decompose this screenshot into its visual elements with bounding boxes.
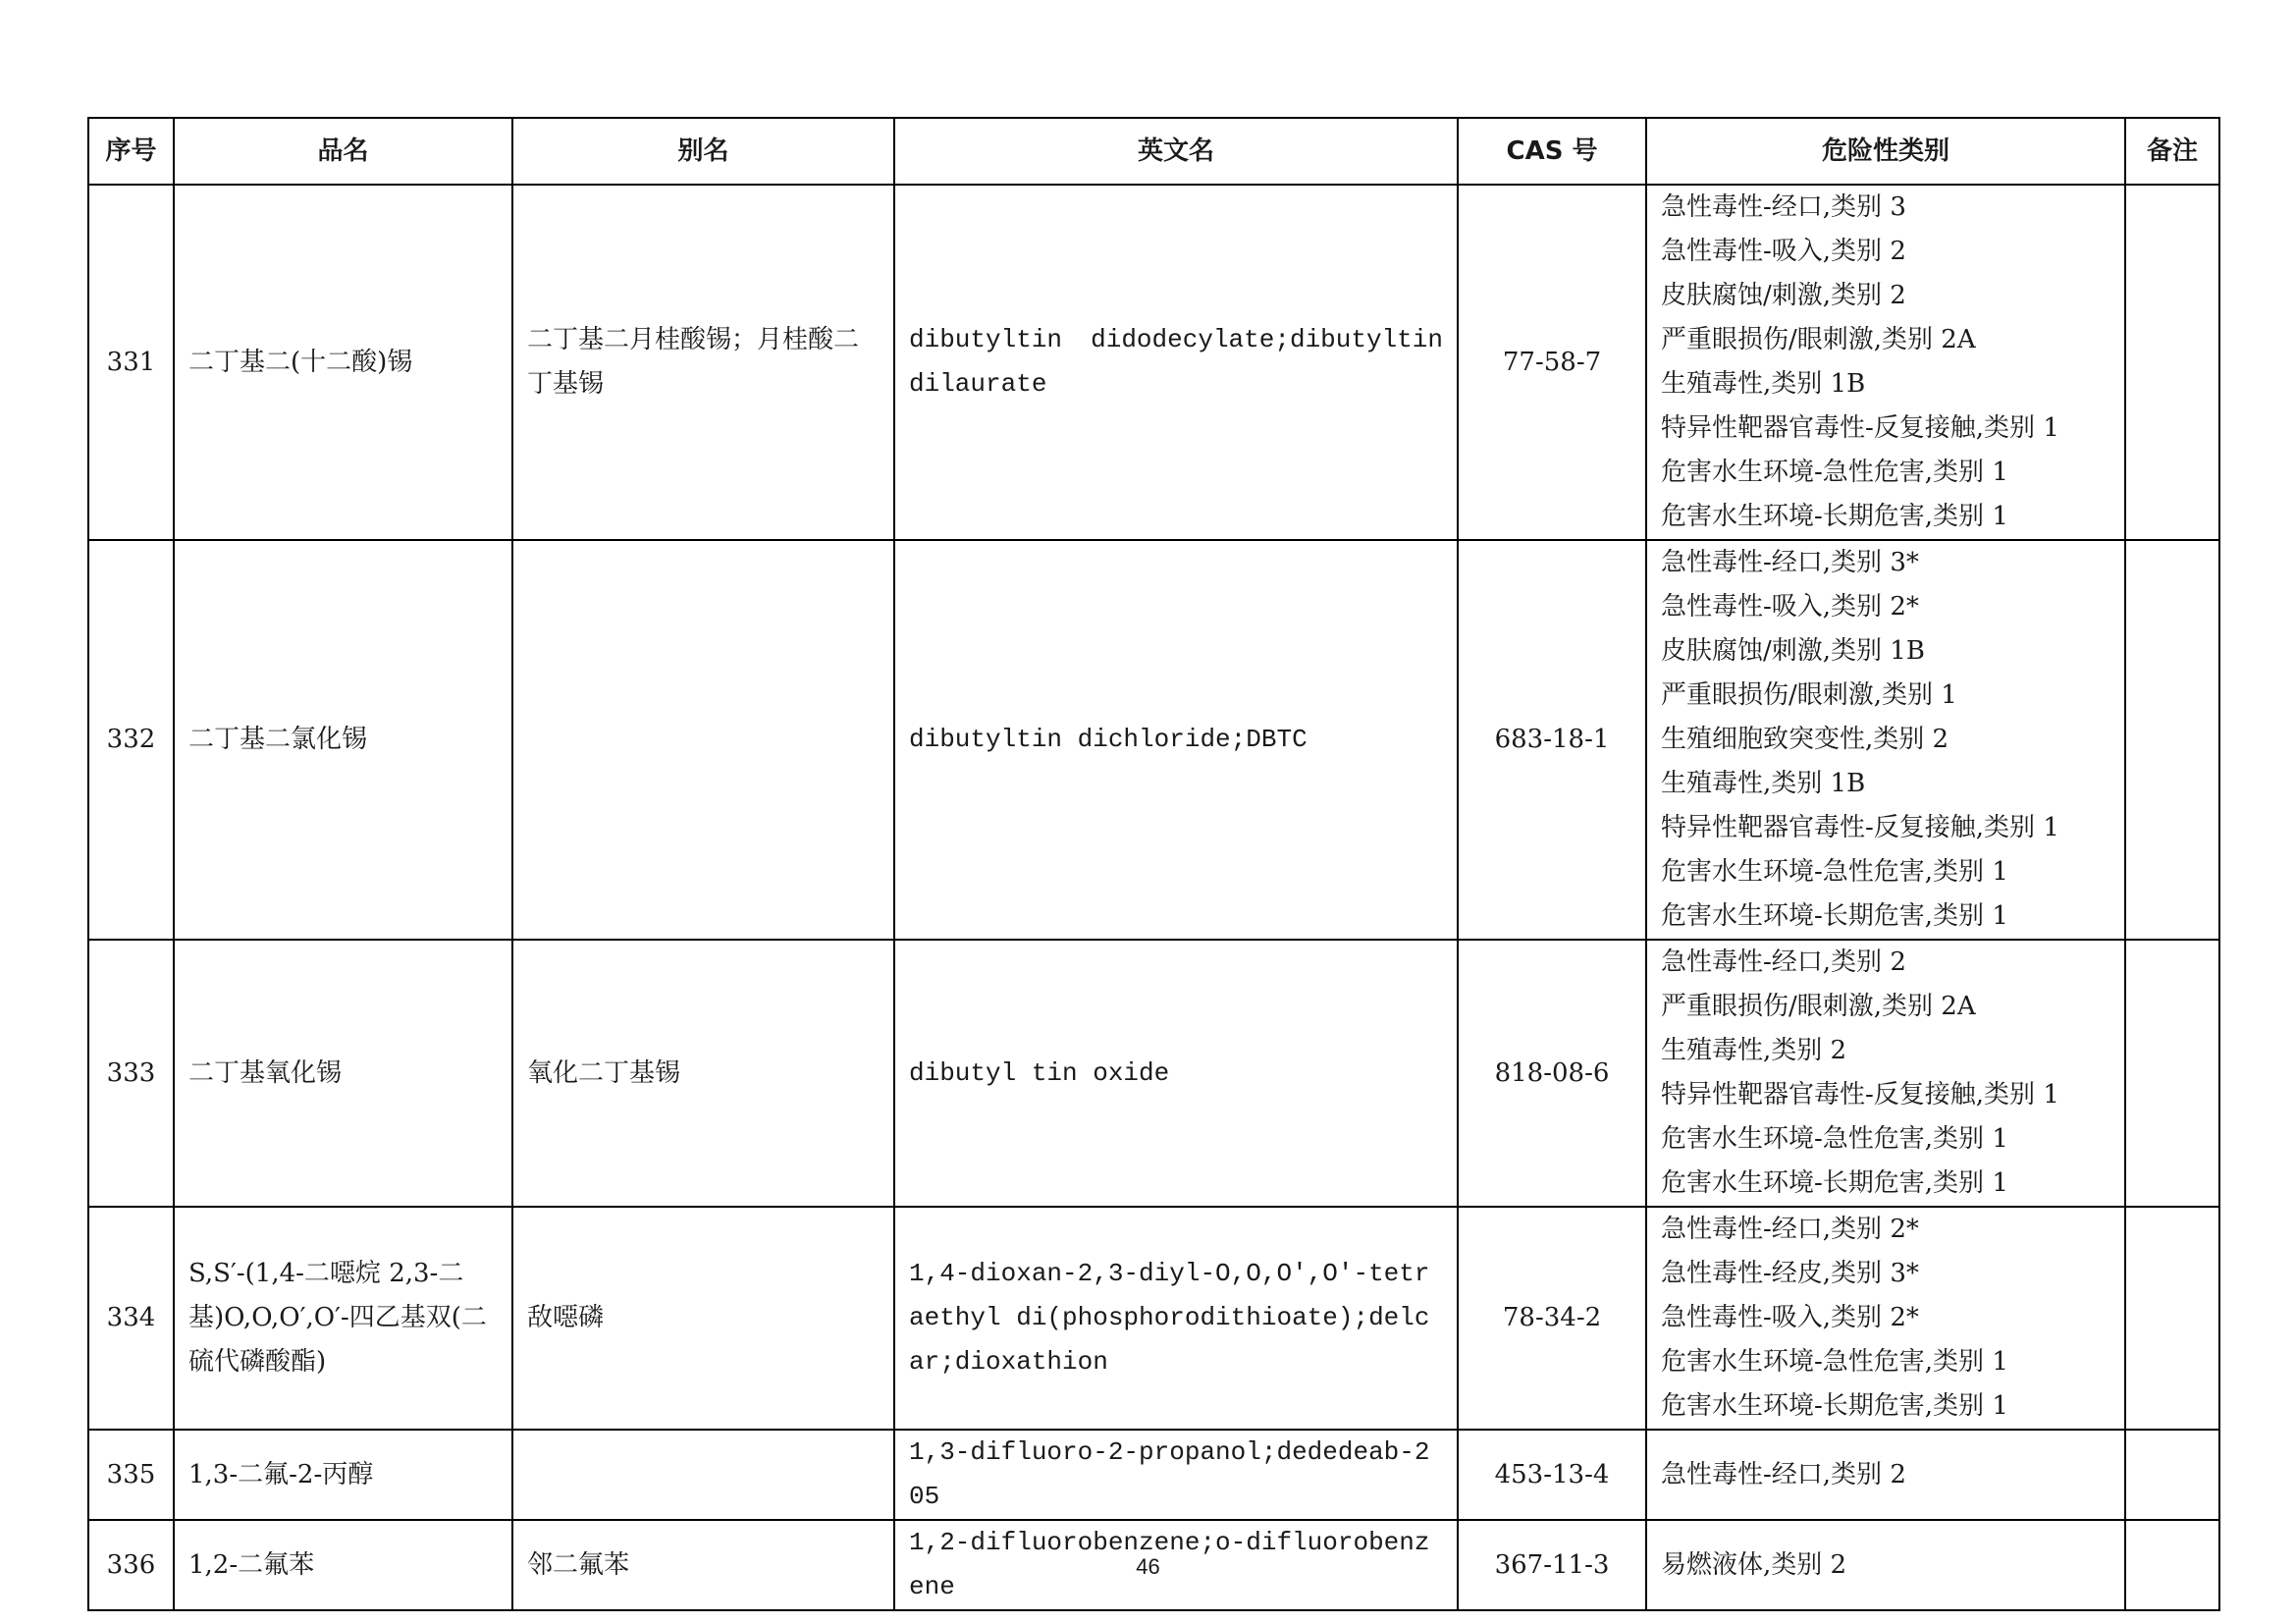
hazard-line: 急性毒性-吸入,类别 2 [1661, 237, 1906, 266]
header-cas-number: CAS 号 [1458, 118, 1646, 185]
hazard-line: 危害水生环境-急性危害,类别 1 [1661, 1347, 2008, 1377]
hazard-line: 特异性靶器官毒性-反复接触,类别 1 [1661, 413, 2059, 443]
cell-alias: 二丁基二月桂酸锡；月桂酸二丁基锡 [512, 185, 894, 540]
page-number: 46 [1136, 1554, 1160, 1579]
hazard-line: 皮肤腐蚀/刺激,类别 1B [1661, 636, 1925, 666]
cell-cas-number: 78-34-2 [1458, 1207, 1646, 1430]
cell-hazard-class [1646, 540, 2125, 940]
cell-name: S,S′-(1,4-二噁烷 2,3-二基)O,O,O′,O′-四乙基双(二硫代磷酸酯) [174, 1207, 512, 1430]
header-alias: 别名 [512, 118, 894, 185]
header-name: 品名 [174, 118, 512, 185]
cell-hazard-class [1646, 185, 2125, 540]
table-row [88, 540, 2219, 940]
header-hazard-class: 危险性类别 [1646, 118, 2125, 185]
hazard-line: 急性毒性-经口,类别 2* [1661, 1215, 1919, 1244]
table-header-row [88, 118, 2219, 185]
header-english-name: 英文名 [894, 118, 1458, 185]
cell-name: 二丁基二氯化锡 [174, 540, 512, 940]
cell-remark [2125, 540, 2219, 940]
hazard-line: 特异性靶器官毒性-反复接触,类别 1 [1661, 1080, 2059, 1110]
hazard-line: 生殖毒性,类别 2 [1661, 1036, 1847, 1065]
cell-name: 二丁基氧化锡 [174, 940, 512, 1207]
hazard-line: 危害水生环境-急性危害,类别 1 [1661, 1124, 2008, 1154]
cell-remark [2125, 940, 2219, 1207]
cell-english-name: 1,2-difluorobenzene;o-difluorobenzene [894, 1520, 1458, 1610]
hazard-line: 急性毒性-经口,类别 3 [1661, 192, 1906, 222]
cell-name: 1,3-二氟-2-丙醇 [174, 1430, 512, 1520]
table-row [88, 1207, 2219, 1430]
hazard-line: 危害水生环境-长期危害,类别 1 [1661, 1391, 2008, 1421]
hazard-line: 特异性靶器官毒性-反复接触,类别 1 [1661, 813, 2059, 842]
cell-hazard-class [1646, 940, 2125, 1207]
table-row [88, 940, 2219, 1207]
hazard-line: 皮肤腐蚀/刺激,类别 2 [1661, 281, 1906, 310]
hazard-chemical-table [87, 117, 2220, 1611]
hazard-line: 危害水生环境-急性危害,类别 1 [1661, 857, 2008, 887]
cell-english-name: 1,4-dioxan-2,3-diyl-O,O,O',O'-tetraethyl di(phosphorodithioate);delcar;dioxathion [894, 1207, 1458, 1430]
hazard-line: 急性毒性-经皮,类别 3* [1661, 1259, 1919, 1288]
cell-index: 334 [88, 1207, 174, 1430]
hazard-line: 严重眼损伤/眼刺激,类别 2A [1661, 992, 1976, 1021]
hazard-line: 危害水生环境-急性危害,类别 1 [1661, 458, 2008, 487]
cell-alias [512, 1430, 894, 1520]
hazard-line: 生殖细胞致突变性,类别 2 [1661, 725, 1949, 754]
table-row [88, 1430, 2219, 1520]
cell-cas-number: 818-08-6 [1458, 940, 1646, 1207]
hazard-line: 严重眼损伤/眼刺激,类别 2A [1661, 325, 1976, 354]
hazard-line: 急性毒性-吸入,类别 2* [1661, 1303, 1919, 1332]
cell-alias: 邻二氟苯 [512, 1520, 894, 1610]
cell-index: 335 [88, 1430, 174, 1520]
hazard-line: 危害水生环境-长期危害,类别 1 [1661, 901, 2008, 931]
header-index: 序号 [88, 118, 174, 185]
cell-remark [2125, 185, 2219, 540]
cell-english-name: dibutyl tin oxide [894, 940, 1458, 1207]
table-row [88, 185, 2219, 540]
cell-remark [2125, 1430, 2219, 1520]
hazard-line: 急性毒性-经口,类别 2 [1661, 947, 1906, 977]
cell-english-name: dibutyltin didodecylate;dibutyltin dilaurate [894, 185, 1458, 540]
cell-alias: 氧化二丁基锡 [512, 940, 894, 1207]
hazard-line: 急性毒性-经口,类别 2 [1661, 1459, 1906, 1489]
cell-english-name: 1,3-difluoro-2-propanol;dededeab-205 [894, 1430, 1458, 1520]
cell-cas-number: 683-18-1 [1458, 540, 1646, 940]
cell-cas-number: 367-11-3 [1458, 1520, 1646, 1610]
cell-name: 二丁基二(十二酸)锡 [174, 185, 512, 540]
hazard-line: 急性毒性-吸入,类别 2* [1661, 592, 1919, 622]
cell-hazard-class [1646, 1430, 2125, 1520]
cell-index: 332 [88, 540, 174, 940]
hazard-line: 危害水生环境-长期危害,类别 1 [1661, 1168, 2008, 1198]
cell-name: 1,2-二氟苯 [174, 1520, 512, 1610]
cell-english-name: dibutyltin dichloride;DBTC [894, 540, 1458, 940]
cell-index: 336 [88, 1520, 174, 1610]
hazard-line: 急性毒性-经口,类别 3* [1661, 548, 1919, 577]
cell-alias: 敌噁磷 [512, 1207, 894, 1430]
cell-index: 333 [88, 940, 174, 1207]
hazard-line: 生殖毒性,类别 1B [1661, 369, 1866, 399]
cell-index: 331 [88, 185, 174, 540]
hazard-line: 易燃液体,类别 2 [1661, 1549, 1847, 1580]
header-remark: 备注 [2125, 118, 2219, 185]
cell-remark [2125, 1207, 2219, 1430]
hazard-line: 生殖毒性,类别 1B [1661, 769, 1866, 798]
hazard-line: 严重眼损伤/眼刺激,类别 1 [1661, 680, 1957, 710]
cell-hazard-class [1646, 1207, 2125, 1430]
cell-cas-number: 77-58-7 [1458, 185, 1646, 540]
cell-alias [512, 540, 894, 940]
cell-cas-number: 453-13-4 [1458, 1430, 1646, 1520]
hazard-line: 危害水生环境-长期危害,类别 1 [1661, 502, 2008, 531]
